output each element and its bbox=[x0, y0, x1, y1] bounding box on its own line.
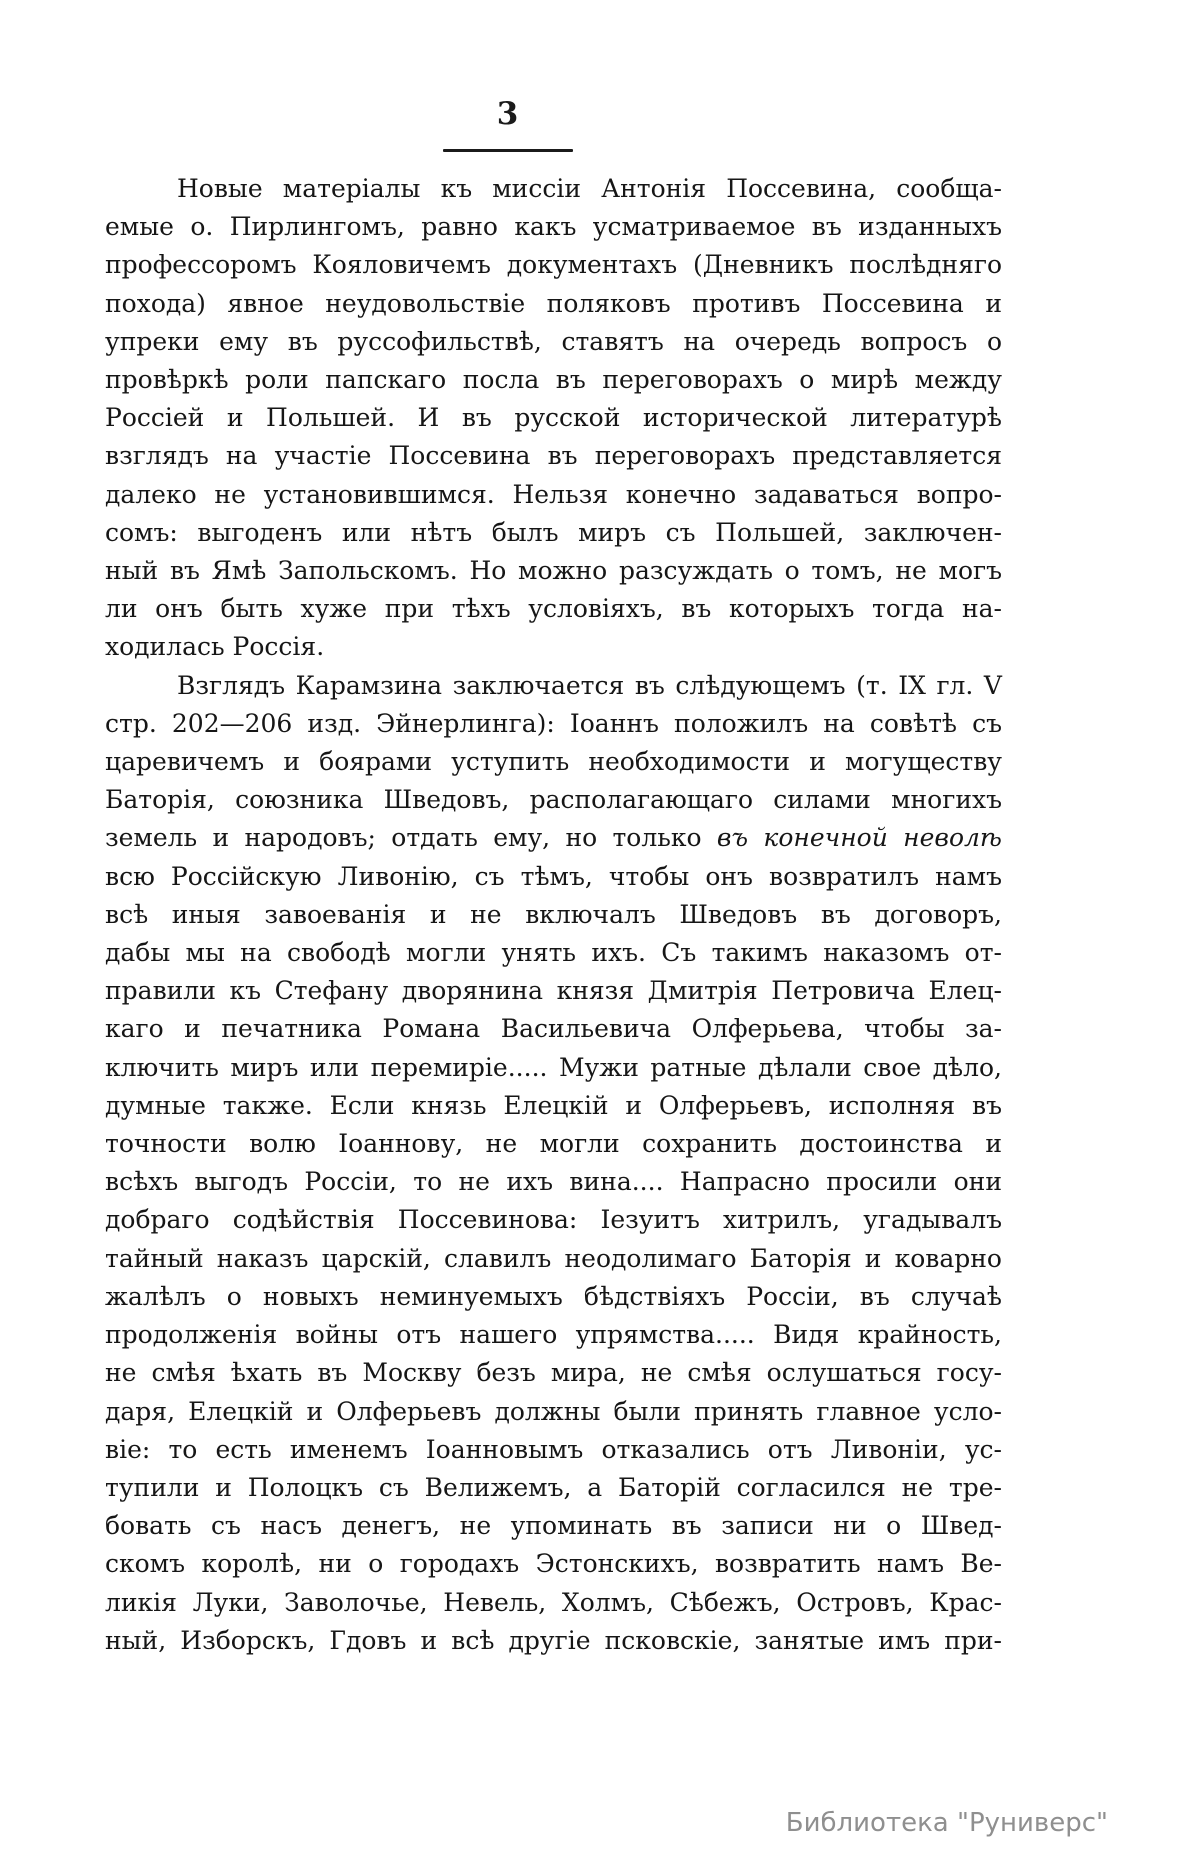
text-segment: жалѣлъ о новыхъ неминуемыхъ бѣдствіяхъ Россіи, въ случаѣ bbox=[105, 1281, 1002, 1311]
text-segment: точности волю Іоаннову, не могли сохранить достоинства и bbox=[105, 1129, 1002, 1159]
text-segment: каго и печатника Романа Васильевича Олферьева, чтобы за- bbox=[105, 1014, 1002, 1044]
text-segment: правили къ Стефану дворянина князя Дмитрія Петровича Елец- bbox=[105, 976, 1002, 1006]
italic-phrase: въ конечной неволѣ bbox=[716, 823, 1002, 853]
library-watermark: Библиотека "Руниверс" bbox=[785, 1808, 1108, 1838]
text-line bbox=[105, 1010, 1002, 1048]
page-number-rule bbox=[443, 149, 573, 152]
text-line bbox=[105, 1125, 1002, 1163]
text-segment: всѣ иныя завоеванія и не включалъ Шведовъ въ договоръ, bbox=[105, 899, 1002, 929]
text-segment: не смѣя ѣхать въ Москву безъ мира, не смѣя ослушаться госу- bbox=[105, 1358, 1002, 1388]
text-line bbox=[105, 628, 1002, 666]
text-segment: похода) явное неудовольствіе поляковъ противъ Поссевина и bbox=[105, 288, 1002, 318]
text-segment: віе: то есть именемъ Іоанновымъ отказались отъ Ливоніи, ус- bbox=[105, 1434, 1002, 1464]
text-line bbox=[105, 858, 1002, 896]
text-segment: дабы мы на свободѣ могли унять ихъ. Съ такимъ наказомъ от- bbox=[105, 938, 1002, 968]
text-segment: профессоромъ Кояловичемъ документахъ (Дневникъ послѣдняго bbox=[105, 250, 1002, 280]
text-line bbox=[105, 896, 1002, 934]
text-line bbox=[105, 934, 1002, 972]
text-line bbox=[105, 476, 1002, 514]
text-line bbox=[105, 819, 1002, 857]
text-line bbox=[105, 590, 1002, 628]
text-segment: добраго содѣйствія Поссевинова: Іезуитъ хитрилъ, угадывалъ bbox=[105, 1205, 1002, 1235]
text-line bbox=[105, 1354, 1002, 1392]
text-block bbox=[105, 170, 1002, 1660]
text-line bbox=[105, 1087, 1002, 1125]
text-segment: ключить миръ или перемиріе..... Мужи ратные дѣлали свое дѣло, bbox=[105, 1052, 1002, 1082]
text-line bbox=[105, 514, 1002, 552]
text-segment: Взглядъ Карамзина заключается въ слѣдующемъ (т. IX гл. V bbox=[177, 670, 1002, 700]
text-line bbox=[105, 1469, 1002, 1507]
text-line bbox=[105, 1163, 1002, 1201]
text-line bbox=[105, 1278, 1002, 1316]
text-line bbox=[105, 170, 1002, 208]
text-segment: далеко не установившимся. Нельзя конечно задаваться вопро- bbox=[105, 479, 1002, 509]
text-line bbox=[105, 1584, 1002, 1622]
text-line bbox=[105, 437, 1002, 475]
text-line bbox=[105, 972, 1002, 1010]
text-line bbox=[105, 1201, 1002, 1239]
text-segment: всѣхъ выгодъ Россіи, то не ихъ вина.... Напрасно просили они bbox=[105, 1167, 1002, 1197]
text-segment: продолженія войны отъ нашего упрямства..... Видя крайность, bbox=[105, 1320, 1002, 1350]
text-line bbox=[105, 1393, 1002, 1431]
text-line bbox=[105, 705, 1002, 743]
page-number: 3 bbox=[496, 96, 520, 132]
text-segment: сомъ: выгоденъ или нѣтъ былъ миръ съ Польшей, заключен- bbox=[105, 517, 1002, 547]
text-segment: скомъ королѣ, ни о городахъ Эстонскихъ, возвратить намъ Ве- bbox=[105, 1549, 1002, 1579]
text-segment: тупили и Полоцкъ съ Велижемъ, а Баторій согласился не тре- bbox=[105, 1472, 1002, 1502]
text-segment: даря, Елецкій и Олферьевъ должны были принять главное усло- bbox=[105, 1396, 1002, 1426]
text-line bbox=[105, 743, 1002, 781]
text-line bbox=[105, 285, 1002, 323]
text-line bbox=[105, 667, 1002, 705]
text-segment: емые о. Пирлингомъ, равно какъ усматриваемое въ изданныхъ bbox=[105, 212, 1002, 242]
text-segment: ли онъ быть хуже при тѣхъ условіяхъ, въ которыхъ тогда на- bbox=[105, 594, 1002, 624]
text-segment: ликія Луки, Заволочье, Невель, Холмъ, Сѣбежъ, Островъ, Крас- bbox=[105, 1587, 1002, 1617]
text-segment: Россіей и Польшей. И въ русской исторической литературѣ bbox=[105, 403, 1002, 433]
text-line bbox=[105, 1240, 1002, 1278]
text-line bbox=[105, 1049, 1002, 1087]
text-segment: ный, Изборскъ, Гдовъ и всѣ другіе псковскіе, занятые имъ при- bbox=[105, 1625, 1002, 1655]
text-line bbox=[105, 1316, 1002, 1354]
text-line bbox=[105, 552, 1002, 590]
text-segment: тайный наказъ царскій, славилъ неодолимаго Баторія и коварно bbox=[105, 1243, 1002, 1273]
text-line bbox=[105, 323, 1002, 361]
text-line bbox=[105, 781, 1002, 819]
text-line bbox=[105, 1622, 1002, 1660]
text-segment: думные также. Если князь Елецкій и Олферьевъ, исполняя въ bbox=[105, 1090, 1002, 1120]
text-segment: Баторія, союзника Шведовъ, располагающаго силами многихъ bbox=[105, 785, 1002, 815]
text-line bbox=[105, 1545, 1002, 1583]
text-segment: стр. 202—206 изд. Эйнерлинга): Іоаннъ положилъ на совѣтѣ съ bbox=[105, 708, 1002, 738]
text-segment: взглядъ на участіе Поссевина въ переговорахъ представляется bbox=[105, 441, 1002, 471]
text-segment: упреки ему въ руссофильствѣ, ставятъ на очередь вопросъ о bbox=[105, 326, 1002, 356]
text-segment: Новые матеріалы къ миссіи Антонія Поссевина, сообща- bbox=[177, 174, 1002, 203]
text-line bbox=[105, 1431, 1002, 1469]
text-line bbox=[105, 1507, 1002, 1545]
text-segment: провѣркѣ роли папскаго посла въ переговорахъ о мирѣ между bbox=[105, 365, 1002, 395]
text-segment: царевичемъ и боярами уступить необходимости и могуществу bbox=[105, 747, 1002, 777]
text-segment: ный въ Ямѣ Запольскомъ. Но можно разсуждать о томъ, не могъ bbox=[105, 556, 1002, 586]
text-segment: бовать съ насъ денегъ, не упоминать въ записи ни о Швед- bbox=[105, 1511, 1002, 1541]
text-line bbox=[105, 399, 1002, 437]
text-segment: земель и народовъ; отдать ему, но только bbox=[105, 823, 717, 853]
text-line bbox=[105, 246, 1002, 284]
text-line bbox=[105, 361, 1002, 399]
text-segment: ходилась Россія. bbox=[105, 632, 325, 662]
text-line bbox=[105, 208, 1002, 246]
text-segment: всю Россійскую Ливонію, съ тѣмъ, чтобы онъ возвратилъ намъ bbox=[105, 861, 1002, 891]
